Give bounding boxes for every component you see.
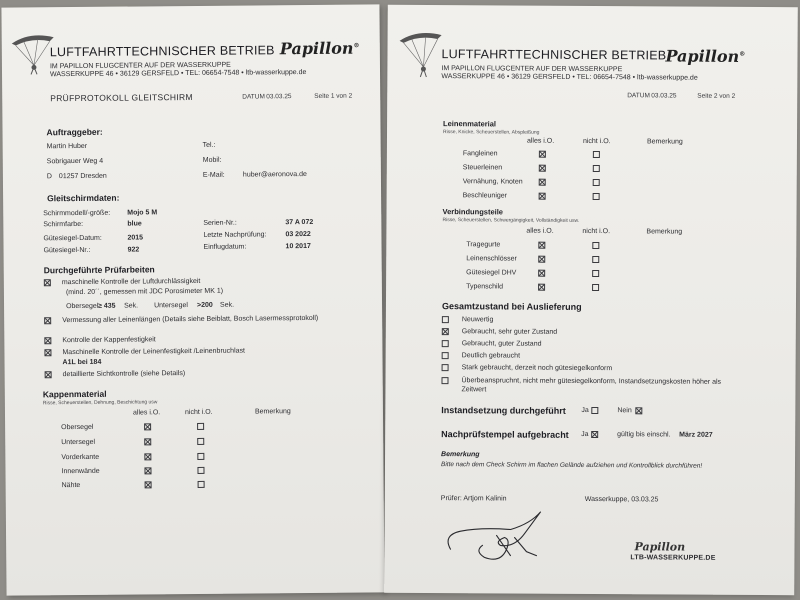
company-subline: IM PAPILLON FLUGCENTER AUF DER WASSERKUPPE <box>441 65 623 74</box>
connectors-ok-checkbox <box>538 284 545 291</box>
repair-heading: Instandsetzung durchgeführt <box>441 405 566 416</box>
client-street: Sobrigauer Weg 4 <box>46 157 104 166</box>
serial-value: 37 A 072 <box>285 218 314 227</box>
seal-date-value: 2015 <box>127 234 144 242</box>
connectors-row-label: Leinenschlösser <box>466 255 517 263</box>
condition-heading: Gesamtzustand bei Auslieferung <box>441 301 582 312</box>
canopy-subnote: Risse, Scheuerstellen, Dehnung, Beschichtung usw <box>42 399 158 407</box>
papillon-logo-text: Papillon <box>665 46 740 66</box>
connectors-nok-checkbox <box>592 242 599 249</box>
test-visual-check: detaillierte Sichtkontrolle (siehe Details) <box>62 370 186 379</box>
email-value: huber@aeronova.de <box>242 171 307 179</box>
company-name: LUFTFAHRTTECHNISCHER BETRIEB <box>441 47 667 63</box>
connectors-nok-checkbox <box>592 284 599 291</box>
canopy-col-note: Bemerkung <box>254 408 291 416</box>
canopy-row-label: Obersegel <box>61 423 94 432</box>
connectors-heading: Verbindungsteile <box>442 207 504 217</box>
registered-mark: ® <box>739 50 746 58</box>
connectors-row-label: Tragegurte <box>466 241 501 249</box>
company-stamp-bottom: LTB-WASSERKUPPE.DE <box>630 554 716 562</box>
test-line-measurement: Vermessung aller Leinenlängen (Details siehe Beiblatt, Bosch Lasermessprotokoll) <box>62 314 319 325</box>
checkbox-air-permeability <box>44 279 51 286</box>
lower-sail-unit: Sek. <box>220 301 235 309</box>
company-subline: IM PAPILLON FLUGCENTER AUF DER WASSERKUPPE <box>49 61 231 71</box>
lines-heading: Leinenmaterial <box>443 119 497 129</box>
condition-overstressed-cont: Zeitwert <box>461 386 487 394</box>
canopy-row-label: Innenwände <box>61 467 100 476</box>
first-flight-label: Einflugdatum: <box>203 243 247 251</box>
connectors-subnote: Risse, Scheuerstellen, Schwergängigkeit, Vollständigkeit usw. <box>442 217 580 224</box>
lines-ok-checkbox <box>539 179 546 186</box>
page-number: Seite 2 von 2 <box>697 92 736 100</box>
papillon-logo-text: Papillon <box>279 38 354 59</box>
canopy-ok-checkbox <box>144 453 151 460</box>
connectors-col-ok: alles i.O. <box>526 227 554 235</box>
date-label: DATUM <box>627 92 650 100</box>
checkbox-visual-check <box>45 371 52 378</box>
company-name: LUFTFAHRTTECHNISCHER BETRIEB <box>49 43 275 60</box>
condition-new: Neuwertig <box>461 316 494 324</box>
connectors-row-label: Typenschild <box>466 283 504 291</box>
connectors-col-note: Bemerkung <box>646 228 683 236</box>
tests-heading: Durchgeführte Prüfarbeiten <box>43 264 155 276</box>
date-value: 03.03.25 <box>266 93 292 101</box>
connectors-ok-checkbox <box>538 270 545 277</box>
serial-label: Serien-Nr.: <box>203 219 237 227</box>
canopy-row-label: Nähte <box>61 481 81 490</box>
repair-yes-label: Ja <box>581 406 589 414</box>
lines-col-note: Bemerkung <box>646 138 683 146</box>
test-air-permeability-note: (mind. 20´´, gemessen mit JDC Porosimeter MK 1) <box>65 287 224 297</box>
client-country: D <box>46 173 53 181</box>
upper-sail-unit: Sek. <box>124 302 139 310</box>
lower-sail-label: Untersegel <box>154 302 188 310</box>
lines-nok-checkbox <box>593 179 600 186</box>
lines-row-label: Fangleinen <box>462 150 498 158</box>
repair-no-checkbox <box>635 407 642 414</box>
stamp-yes-checkbox <box>591 431 598 438</box>
papillon-logo <box>665 46 745 65</box>
condition-checkbox-very-good <box>442 328 449 335</box>
page-2 <box>384 5 798 595</box>
checkbox-line-strength <box>44 349 51 356</box>
condition-checkbox-good <box>442 340 449 347</box>
stamp-heading: Nachprüfstempel aufgebracht <box>441 429 569 440</box>
first-flight-value: 10 2017 <box>285 242 311 251</box>
paraglider-logo-icon <box>397 27 447 79</box>
lines-row-label: Vernähung, Knoten <box>462 178 523 186</box>
canopy-ok-checkbox <box>144 467 151 474</box>
checkbox-line-measurement <box>44 317 51 324</box>
color-label: Schirmfarbe: <box>43 220 84 229</box>
lines-ok-checkbox <box>539 193 546 200</box>
lines-col-ok: alles i.O. <box>526 137 555 145</box>
date-value: 03.03.25 <box>651 92 677 100</box>
repair-no-label: Nein <box>617 407 632 415</box>
tel-label: Tel.: <box>202 141 216 149</box>
last-check-value: 03 2022 <box>285 230 311 239</box>
lines-nok-checkbox <box>593 151 600 158</box>
canopy-ok-checkbox <box>144 438 151 445</box>
valid-until-value: März 2027 <box>679 431 713 439</box>
page-1 <box>1 4 384 595</box>
client-city: 01257 Dresden <box>58 172 107 181</box>
connectors-ok-checkbox <box>538 256 545 263</box>
page-number: Seite 1 von 2 <box>314 92 353 100</box>
signature <box>440 505 570 570</box>
canopy-nok-checkbox <box>198 481 205 488</box>
company-stamp-top: Papillon <box>634 540 686 554</box>
stamp-yes-label: Ja <box>581 430 589 438</box>
condition-heavily-worn: Stark gebraucht, derzeit noch gütesiegelkonform <box>461 364 613 373</box>
lines-col-nok: nicht i.O. <box>582 137 611 146</box>
condition-checkbox-new <box>442 316 449 323</box>
lines-ok-checkbox <box>539 165 546 172</box>
connectors-nok-checkbox <box>592 256 599 263</box>
condition-worn: Deutlich gebraucht <box>461 352 521 360</box>
model-value: Mojo 5 M <box>127 209 158 217</box>
repair-yes-checkbox <box>591 407 598 414</box>
seal-no-label: Gütesiegel-Nr.: <box>43 246 91 255</box>
model-label: Schirmmodell/-größe: <box>43 209 111 218</box>
canopy-nok-checkbox <box>197 467 204 474</box>
upper-sail-value: ≥ 435 <box>98 302 116 310</box>
lines-nok-checkbox <box>593 193 600 200</box>
papillon-logo <box>280 39 360 59</box>
date-label: DATUM <box>242 93 265 101</box>
seal-no-value: 922 <box>127 246 140 254</box>
connectors-col-nok: nicht i.O. <box>582 227 611 236</box>
condition-good: Gebraucht, guter Zustand <box>461 340 542 348</box>
canopy-row-label: Untersegel <box>61 438 96 447</box>
place-date: Wasserkuppe, 03.03.25 <box>584 495 659 504</box>
mobil-label: Mobil: <box>202 156 222 164</box>
connectors-row-label: Gütesiegel DHV <box>466 269 517 277</box>
condition-checkbox-worn <box>442 352 449 359</box>
client-heading: Auftraggeber: <box>46 126 103 138</box>
canopy-nok-checkbox <box>197 453 204 460</box>
connectors-nok-checkbox <box>592 270 599 277</box>
canopy-heading: Kappenmaterial <box>42 388 107 400</box>
condition-very-good: Gebraucht, sehr guter Zustand <box>461 328 558 336</box>
test-air-permeability: maschinelle Kontrolle der Luftdurchlässigkeit <box>61 277 201 287</box>
connectors-ok-checkbox <box>538 242 545 249</box>
registered-mark: ® <box>353 42 360 50</box>
checkbox-canopy-strength <box>44 337 51 344</box>
lines-subnote: Risse, Knicke, Scheuerstellen, Abspleißung <box>443 129 540 136</box>
lines-nok-checkbox <box>593 165 600 172</box>
canopy-nok-checkbox <box>197 438 204 445</box>
client-name: Martin Huber <box>46 142 88 151</box>
condition-overstressed: Überbeanspruchnt, nicht mehr gütesiegelkonform, Instandsetzungskosten höher als <box>461 377 722 386</box>
color-value: blue <box>127 220 142 228</box>
test-canopy-strength: Kontrolle der Kappenfestigkeit <box>62 336 156 345</box>
canopy-col-ok: alles i.O. <box>132 409 161 417</box>
canopy-nok-checkbox <box>197 423 204 430</box>
company-address: WASSERKUPPE 46 • 36129 GERSFELD • TEL: 06654-7548 • ltb-wasserkuppe.de <box>441 73 698 82</box>
valid-until-label: gültig bis einschl. <box>617 431 671 439</box>
lines-row-label: Steuerleinen <box>462 164 503 172</box>
protocol-title: PRÜFPROTOKOLL GLEITSCHIRM <box>50 91 193 104</box>
canopy-col-nok: nicht i.O. <box>184 408 213 417</box>
remark-heading: Bemerkung <box>441 451 480 459</box>
seal-date-label: Gütesiegel-Datum: <box>43 234 102 243</box>
test-line-strength: Maschinelle Kontrolle der Leinenfestigkeit /Leinenbruchlast <box>62 347 245 357</box>
condition-checkbox-overstressed <box>441 377 448 384</box>
line-strength-result: A1L bei 184 <box>62 358 102 367</box>
upper-sail-label: Obersegel <box>66 302 99 311</box>
canopy-row-label: Vorderkante <box>61 453 100 462</box>
lower-sail-value: >200 <box>197 301 213 309</box>
glider-heading: Gleitschirmdaten: <box>47 192 120 204</box>
lines-row-label: Beschleuniger <box>462 192 508 200</box>
remark-text: Bitte nach dem Check Schirm im flachen Gelände aufziehen und Kontrollblick durchführen! <box>440 461 703 470</box>
lines-ok-checkbox <box>539 151 546 158</box>
email-label: E-Mail: <box>202 171 225 179</box>
last-check-label: Letzte Nachprüfung: <box>203 231 267 239</box>
inspector: Prüfer: Artjom Kalinin <box>440 495 507 503</box>
condition-checkbox-heavily-worn <box>442 364 449 371</box>
company-address: WASSERKUPPE 46 • 36129 GERSFELD • TEL: 06654-7548 • ltb-wasserkuppe.de <box>49 69 307 79</box>
canopy-ok-checkbox <box>145 481 152 488</box>
canopy-ok-checkbox <box>144 423 151 430</box>
